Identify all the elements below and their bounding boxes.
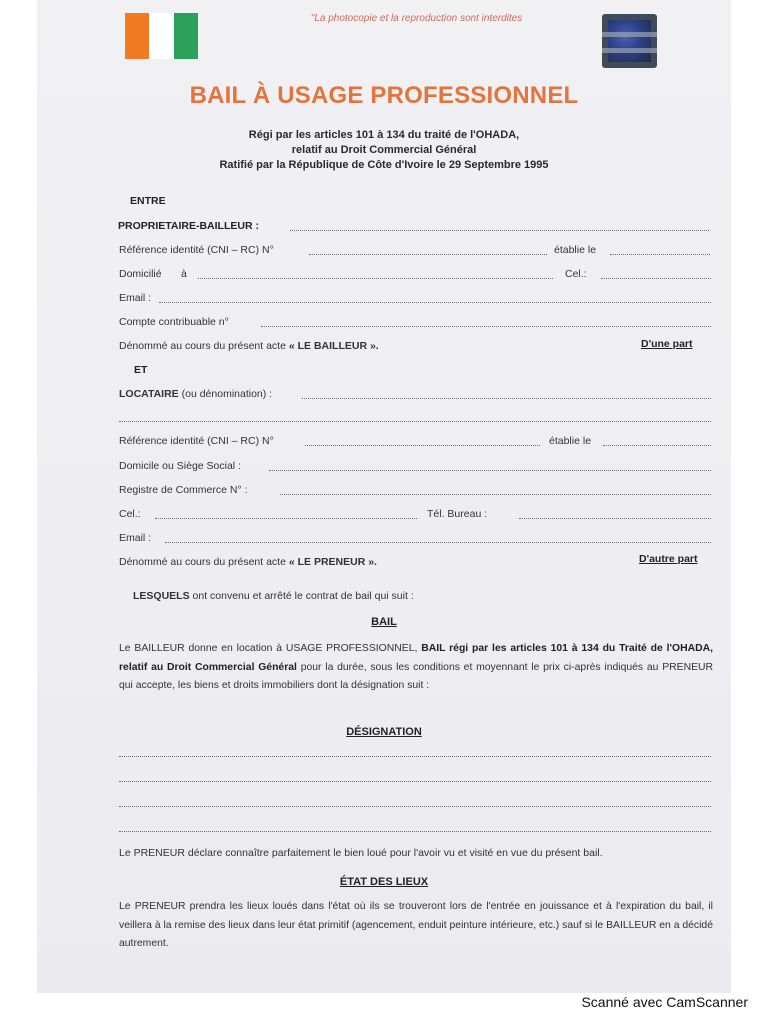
bail-heading: BAIL — [371, 616, 397, 628]
etablie-le-field-2[interactable] — [603, 445, 711, 446]
bail-paragraph: Le BAILLEUR donne en location à USAGE PROFESSIONNEL, BAIL régi par les articles 101 à 134 du Traité de l'OHADA, relatif au Droit Commercial Général pour la durée, sous les conditions et moyennant le prix ci-après indiqués au PRENEUR qui accepte, les biens et droits immobiliers dont la désignation suit : — [119, 643, 714, 691]
tel-bureau-field[interactable] — [519, 518, 711, 519]
ref-identite-label-1: Référence identité (CNI – RC) N° — [119, 244, 274, 256]
domicile-siege-field[interactable] — [269, 470, 711, 471]
etat-des-lieux-heading: ÉTAT DES LIEUX — [339, 876, 429, 888]
etablie-le-label-2: établie le — [549, 435, 592, 447]
subtitle-line-3: Ratifié par la République de Côte d'Ivoire le 29 Septembre 1995 — [219, 159, 549, 171]
reproduction-notice: "La photocopie et la reproduction sont interdites — [310, 13, 523, 24]
locataire-label: LOCATAIRE (ou dénomination) : — [119, 388, 273, 400]
email-label-2: Email : — [119, 532, 152, 544]
designation-line-4[interactable] — [119, 831, 711, 832]
designation-line-3[interactable] — [119, 806, 711, 807]
compte-contribuable-label: Compte contribuable n° — [119, 316, 229, 328]
cel-label-1: Cel.: — [565, 268, 587, 280]
hologram-seal-icon — [602, 14, 657, 68]
registre-commerce-field[interactable] — [280, 494, 711, 495]
etablie-le-label-1: établie le — [554, 244, 597, 256]
ref-identite-field-2[interactable] — [305, 445, 540, 446]
entre-label: ENTRE — [130, 195, 166, 207]
email-field-1[interactable] — [159, 302, 711, 303]
compte-contribuable-field[interactable] — [261, 326, 711, 327]
cel-field-1[interactable] — [601, 278, 711, 279]
camscanner-watermark: Scanné avec CamScanner — [581, 994, 748, 1010]
domicile-label: Domicilié — [119, 268, 162, 280]
domicile-a-label: à — [181, 268, 187, 280]
document-title: BAIL À USAGE PROFESSIONNEL — [189, 82, 579, 109]
registre-commerce-label: Registre de Commerce N° : — [119, 484, 248, 496]
locataire-field[interactable] — [302, 398, 711, 399]
et-label: ET — [134, 364, 148, 376]
lesquels-line: LESQUELS ont convenu et arrêté le contrat de bail qui suit : — [133, 590, 414, 602]
subtitle-line-2: relatif au Droit Commercial Général — [291, 144, 477, 156]
denomme-preneur: Dénommé au cours du présent acte « LE PRENEUR ». — [119, 556, 377, 568]
proprietaire-label: PROPRIETAIRE-BAILLEUR : — [118, 220, 259, 232]
ref-identite-label-2: Référence identité (CNI – RC) N° — [119, 435, 274, 447]
cel-label-2: Cel.: — [119, 508, 141, 520]
cel-field-2[interactable] — [155, 518, 417, 519]
locataire-field-line-2[interactable] — [119, 421, 711, 422]
etablie-le-field-1[interactable] — [610, 254, 710, 255]
domicile-field[interactable] — [198, 278, 553, 279]
designation-heading: DÉSIGNATION — [346, 726, 422, 738]
designation-line-1[interactable] — [119, 756, 711, 757]
designation-declaration: Le PRENEUR déclare connaître parfaitement le bien loué pour l'avoir vu et visité en vue du présent bail. — [119, 847, 603, 859]
email-label-1: Email : — [119, 292, 152, 304]
email-field-2[interactable] — [165, 542, 711, 543]
subtitle-line-1: Régi par les articles 101 à 134 du traité de l'OHADA, — [248, 129, 520, 141]
denomme-bailleur: Dénommé au cours du présent acte « LE BAILLEUR ». — [119, 340, 379, 352]
dune-part-label: D'une part — [641, 338, 693, 350]
proprietaire-field[interactable] — [290, 230, 709, 231]
tel-bureau-label: Tél. Bureau : — [427, 508, 488, 520]
cote-divoire-flag-icon — [125, 13, 198, 59]
designation-line-2[interactable] — [119, 781, 711, 782]
scanned-page — [37, 0, 731, 993]
domicile-siege-label: Domicile ou Siège Social : — [119, 460, 241, 472]
dautre-part-label: D'autre part — [639, 553, 698, 565]
ref-identite-field-1[interactable] — [309, 254, 547, 255]
etat-des-lieux-paragraph: Le PRENEUR prendra les lieux loués dans l'état où ils se trouveront lors de l'entrée en jouissance et à l'expiration du bail, il veillera à la remise des lieux dans leur état primitif (agencement, enduit peinture intérieure, etc.) sauf si le BAILLEUR en a décidé autrement. — [119, 901, 713, 949]
